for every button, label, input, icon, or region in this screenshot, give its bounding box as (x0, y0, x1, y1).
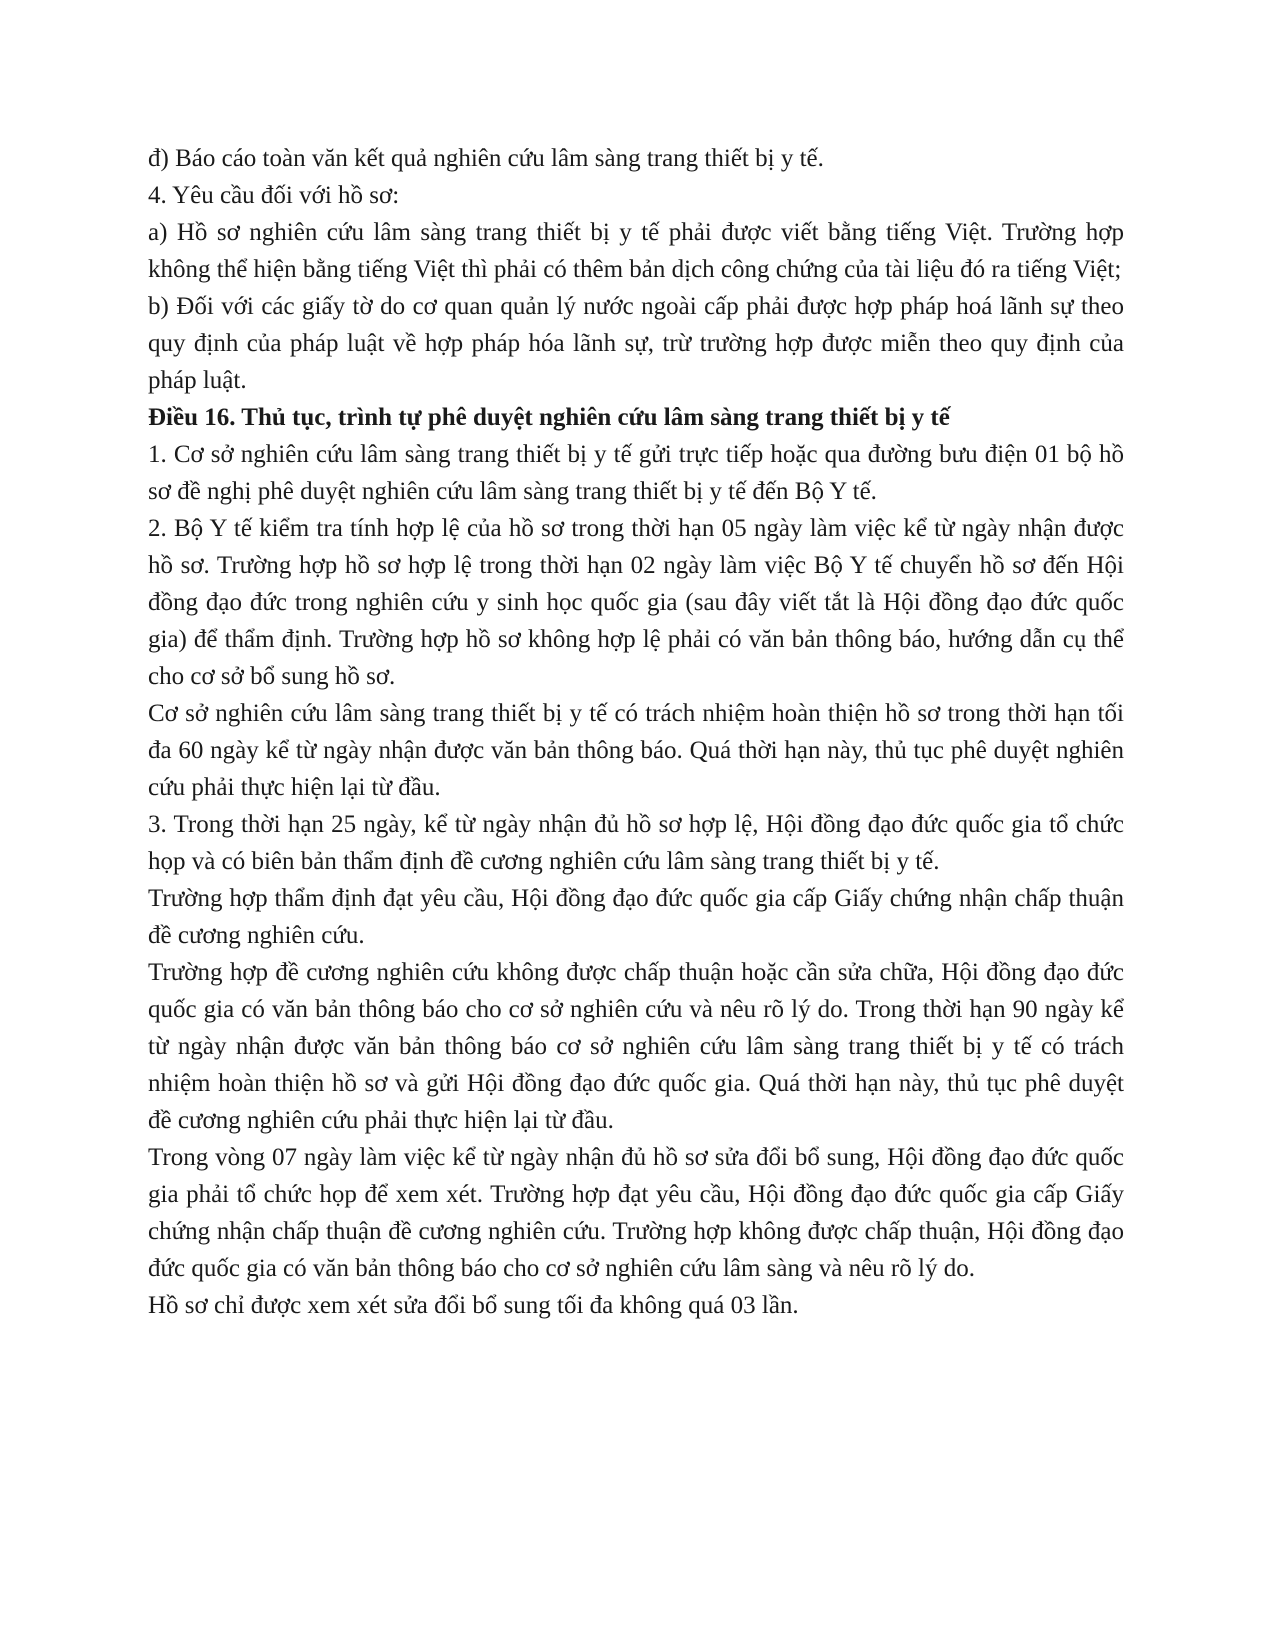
article-16-clause-3-limit: Hồ sơ chỉ được xem xét sửa đổi bổ sung tối đa không quá 03 lần. (148, 1292, 799, 1319)
article-16-clause-3-resubmission: Trong vòng 07 ngày làm việc kể từ ngày nhận đủ hồ sơ sửa đổi bổ sung, Hội đồng đạo đức quốc gia phải tổ chức họp để xem xét. Trường hợp đạt yêu cầu, Hội đồng đạo đức quốc gia cấp Giấy chứng nhận chấp thuận đề cương nghiên cứu. Trường hợp không được chấp thuận, Hội đồng đạo đức quốc gia có văn bản thông báo cho cơ sở nghiên cứu lâm sàng và nêu rõ lý do. (148, 1144, 1124, 1282)
article-16-clause-3-rejected: Trường hợp đề cương nghiên cứu không được chấp thuận hoặc cần sửa chữa, Hội đồng đạo đức quốc gia có văn bản thông báo cho cơ sở nghiên cứu và nêu rõ lý do. Trong thời hạn 90 ngày kể từ ngày nhận được văn bản thông báo cơ sở nghiên cứu lâm sàng trang thiết bị y tế có trách nhiệm hoàn thiện hồ sơ và gửi Hội đồng đạo đức quốc gia. Quá thời hạn này, thủ tục phê duyệt đề cương nghiên cứu phải thực hiện lại từ đầu. (148, 959, 1124, 1134)
article-16-title: Điều 16. Thủ tục, trình tự phê duyệt nghiên cứu lâm sàng trang thiết bị y tế (148, 404, 950, 431)
article-16-clause-3-approved: Trường hợp thẩm định đạt yêu cầu, Hội đồng đạo đức quốc gia cấp Giấy chứng nhận chấp thuận đề cương nghiên cứu. (148, 885, 1124, 949)
article-16-clause-2: 2. Bộ Y tế kiểm tra tính hợp lệ của hồ sơ trong thời hạn 05 ngày làm việc kể từ ngày nhận được hồ sơ. Trường hợp hồ sơ hợp lệ trong thời hạn 02 ngày làm việc Bộ Y tế chuyển hồ sơ đến Hội đồng đạo đức trong nghiên cứu y sinh học quốc gia (sau đây viết tắt là Hội đồng đạo đức quốc gia) để thẩm định. Trường hợp hồ sơ không hợp lệ phải có văn bản thông báo, hướng dẫn cụ thể cho cơ sở bổ sung hồ sơ. (148, 515, 1124, 690)
article-16-clause-2-followup: Cơ sở nghiên cứu lâm sàng trang thiết bị y tế có trách nhiệm hoàn thiện hồ sơ trong thời hạn tối đa 60 ngày kể từ ngày nhận được văn bản thông báo. Quá thời hạn này, thủ tục phê duyệt nghiên cứu phải thực hiện lại từ đầu. (148, 700, 1124, 801)
item-4b-paragraph: b) Đối với các giấy tờ do cơ quan quản lý nước ngoài cấp phải được hợp pháp hoá lãnh sự theo quy định của pháp luật về hợp pháp hóa lãnh sự, trừ trường hợp được miễn theo quy định của pháp luật. (148, 293, 1124, 394)
document-page (148, 140, 1124, 1324)
item-4a-paragraph: a) Hồ sơ nghiên cứu lâm sàng trang thiết bị y tế phải được viết bằng tiếng Việt. Trường hợp không thể hiện bằng tiếng Việt thì phải có thêm bản dịch công chứng của tài liệu đó ra tiếng Việt; (148, 219, 1124, 283)
item-4-heading: 4. Yêu cầu đối với hồ sơ: (148, 182, 400, 209)
paragraph-d-report: đ) Báo cáo toàn văn kết quả nghiên cứu lâm sàng trang thiết bị y tế. (148, 145, 824, 172)
article-16-clause-3: 3. Trong thời hạn 25 ngày, kể từ ngày nhận đủ hồ sơ hợp lệ, Hội đồng đạo đức quốc gia tổ chức họp và có biên bản thẩm định đề cương nghiên cứu lâm sàng trang thiết bị y tế. (148, 811, 1124, 875)
article-16-clause-1: 1. Cơ sở nghiên cứu lâm sàng trang thiết bị y tế gửi trực tiếp hoặc qua đường bưu điện 01 bộ hồ sơ đề nghị phê duyệt nghiên cứu lâm sàng trang thiết bị y tế đến Bộ Y tế. (148, 441, 1124, 505)
